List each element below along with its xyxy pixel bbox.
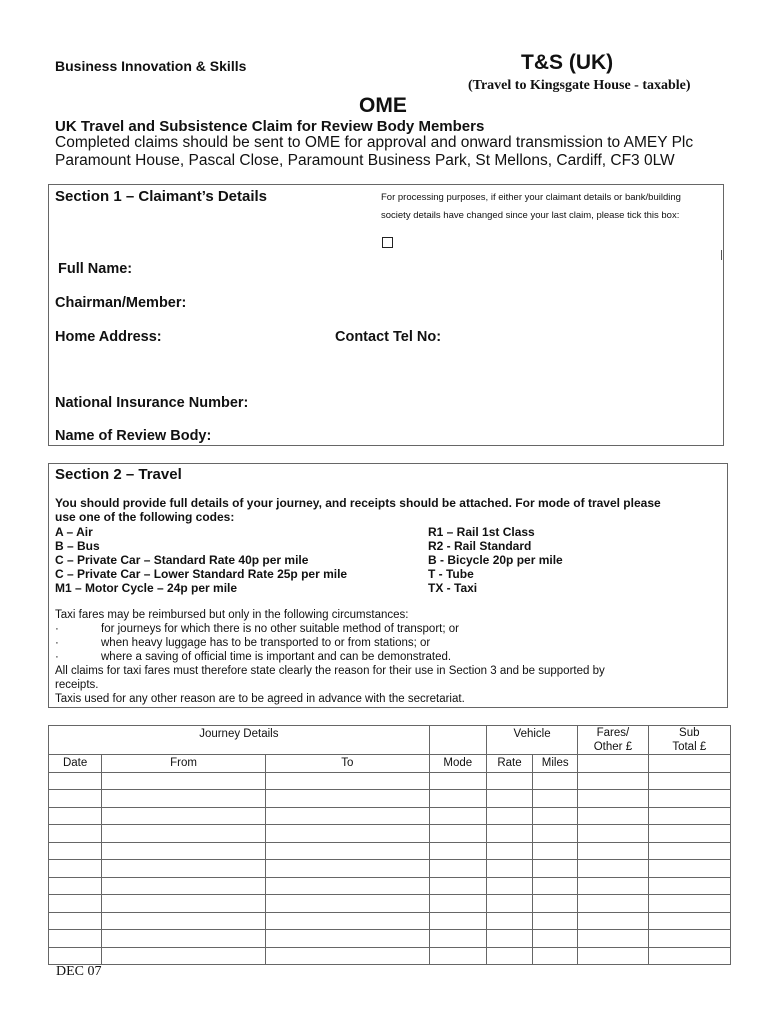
- table-row: [49, 860, 731, 878]
- date-cell[interactable]: [49, 947, 102, 965]
- fares-cell[interactable]: [578, 825, 648, 843]
- subtotal-cell[interactable]: [648, 790, 730, 808]
- subtotal-cell[interactable]: [648, 877, 730, 895]
- from-cell[interactable]: [102, 790, 266, 808]
- mode-cell[interactable]: [429, 860, 486, 878]
- fares-cell[interactable]: [578, 877, 648, 895]
- review-body-label: Name of Review Body:: [55, 428, 212, 444]
- table-row: [49, 772, 731, 790]
- subtotal-header-line-2: Total £: [672, 741, 707, 753]
- fares-cell[interactable]: [578, 912, 648, 930]
- chairman-member-label: Chairman/Member:: [55, 295, 187, 311]
- subtotal-cell[interactable]: [648, 807, 730, 825]
- fares-cell[interactable]: [578, 895, 648, 913]
- code-item: C – Private Car – Standard Rate 40p per mile: [55, 553, 309, 567]
- date-column-header: Date: [49, 755, 102, 773]
- rate-cell[interactable]: [486, 842, 532, 860]
- form-title: UK Travel and Subsistence Claim for Review Body Members: [55, 118, 485, 135]
- fares-header-line-2: Other £: [593, 741, 633, 753]
- table-row: [49, 825, 731, 843]
- code-item: T - Tube: [428, 567, 474, 581]
- mode-spacer: [429, 726, 486, 755]
- mode-column-header: Mode: [429, 755, 486, 773]
- mode-cell[interactable]: [429, 842, 486, 860]
- to-cell[interactable]: [265, 825, 429, 843]
- to-cell[interactable]: [265, 807, 429, 825]
- to-column-header: To: [265, 755, 429, 773]
- submission-address: [55, 134, 693, 170]
- column-header-row: [49, 755, 731, 773]
- bullet-icon: ·: [55, 651, 59, 663]
- subtotal-cell[interactable]: [648, 895, 730, 913]
- subtotal-cell[interactable]: [648, 842, 730, 860]
- from-cell[interactable]: [102, 947, 266, 965]
- fares-cell[interactable]: [578, 842, 648, 860]
- miles-cell[interactable]: [533, 930, 578, 948]
- fares-cell[interactable]: [578, 930, 648, 948]
- mode-cell[interactable]: [429, 790, 486, 808]
- subtotal-header: [648, 726, 730, 755]
- from-column-header: From: [102, 755, 266, 773]
- section-1-title: Section 1 – Claimant’s Details: [55, 188, 268, 205]
- mode-cell[interactable]: [429, 807, 486, 825]
- ni-number-label: National Insurance Number:: [55, 395, 249, 411]
- to-cell[interactable]: [265, 895, 429, 913]
- date-cell[interactable]: [49, 790, 102, 808]
- miles-cell[interactable]: [533, 772, 578, 790]
- from-cell[interactable]: [102, 772, 266, 790]
- miles-cell[interactable]: [533, 842, 578, 860]
- from-cell[interactable]: [102, 877, 266, 895]
- from-cell[interactable]: [102, 912, 266, 930]
- date-cell[interactable]: [49, 772, 102, 790]
- bullet-icon: ·: [55, 623, 59, 635]
- taxi-point-text: for journeys for which there is no other suitable method of transport; or: [101, 623, 459, 635]
- travel-intro: [55, 496, 661, 524]
- mode-cell[interactable]: [429, 912, 486, 930]
- section-1-claimant-details: [48, 184, 724, 446]
- right-tick-mark: [721, 250, 722, 260]
- date-cell[interactable]: [49, 895, 102, 913]
- taxi-point-text: where a saving of official time is important and can be demonstrated.: [101, 651, 452, 663]
- subtotal-column-cell: [648, 755, 730, 773]
- travel-intro-line-1: You should provide full details of your journey, and receipts should be attached. For mode of travel please: [55, 496, 661, 510]
- address-line-2: Paramount House, Pascal Close, Paramount Business Park, St Mellons, Cardiff, CF3 0LW: [55, 152, 675, 169]
- table-row: [49, 912, 731, 930]
- code-item: C – Private Car – Lower Standard Rate 25p per mile: [55, 567, 348, 581]
- fares-cell[interactable]: [578, 947, 648, 965]
- code-item: R1 – Rail 1st Class: [428, 525, 535, 539]
- to-cell[interactable]: [265, 860, 429, 878]
- journey-rows: [49, 772, 731, 965]
- rate-cell[interactable]: [486, 877, 532, 895]
- fares-cell[interactable]: [578, 860, 648, 878]
- taxi-point: [55, 650, 720, 664]
- mode-cell[interactable]: [429, 825, 486, 843]
- codes-right-list: [428, 525, 563, 595]
- vehicle-header: Vehicle: [486, 726, 577, 755]
- section-2-travel: [48, 463, 728, 708]
- section-2-title: Section 2 – Travel: [55, 466, 182, 483]
- mode-cell[interactable]: [429, 895, 486, 913]
- taxi-claims-line-2: receipts.: [55, 679, 99, 691]
- subtotal-cell[interactable]: [648, 930, 730, 948]
- from-cell[interactable]: [102, 895, 266, 913]
- mode-cell[interactable]: [429, 877, 486, 895]
- date-cell[interactable]: [49, 825, 102, 843]
- subtotal-cell[interactable]: [648, 772, 730, 790]
- taxi-claims-line-1: All claims for taxi fares must therefore state clearly the reason for their use in Section 3 and be supported by: [55, 665, 605, 677]
- change-note: [381, 189, 681, 225]
- form-subtitle: (Travel to Kingsgate House - taxable): [468, 78, 691, 93]
- code-item: R2 - Rail Standard: [428, 539, 532, 553]
- taxi-point: [55, 622, 720, 636]
- date-cell[interactable]: [49, 930, 102, 948]
- table-row: [49, 947, 731, 965]
- rate-cell[interactable]: [486, 807, 532, 825]
- mode-cell[interactable]: [429, 930, 486, 948]
- fares-column-cell: [578, 755, 648, 773]
- miles-cell[interactable]: [533, 860, 578, 878]
- fares-cell[interactable]: [578, 807, 648, 825]
- rate-cell[interactable]: [486, 860, 532, 878]
- subtotal-cell[interactable]: [648, 825, 730, 843]
- code-item: M1 – Motor Cycle – 24p per mile: [55, 581, 238, 595]
- subtotal-header-line-1: Sub: [679, 727, 700, 739]
- table-row: [49, 877, 731, 895]
- full-name-label: Full Name:: [58, 261, 133, 277]
- miles-column-header: Miles: [533, 755, 578, 773]
- left-tick-mark: [48, 250, 49, 260]
- to-cell[interactable]: [265, 930, 429, 948]
- rate-cell[interactable]: [486, 947, 532, 965]
- rate-cell[interactable]: [486, 825, 532, 843]
- mode-cell[interactable]: [429, 947, 486, 965]
- fares-cell[interactable]: [578, 772, 648, 790]
- taxi-rules: [55, 608, 720, 706]
- bullet-icon: ·: [55, 637, 59, 649]
- to-cell[interactable]: [265, 772, 429, 790]
- to-cell[interactable]: [265, 912, 429, 930]
- from-cell[interactable]: [102, 842, 266, 860]
- change-note-line-1: For processing purposes, if either your claimant details or bank/building: [381, 192, 681, 203]
- to-cell[interactable]: [265, 790, 429, 808]
- taxi-other: Taxis used for any other reason are to be agreed in advance with the secretariat.: [55, 693, 465, 705]
- from-cell[interactable]: [102, 825, 266, 843]
- miles-cell[interactable]: [533, 947, 578, 965]
- subtotal-cell[interactable]: [648, 860, 730, 878]
- taxi-point-text: when heavy luggage has to be transported to or from stations; or: [101, 637, 431, 649]
- miles-cell[interactable]: [533, 895, 578, 913]
- rate-cell[interactable]: [486, 895, 532, 913]
- date-cell[interactable]: [49, 877, 102, 895]
- table-row: [49, 930, 731, 948]
- home-address-label: Home Address:: [55, 329, 162, 345]
- codes-left-list: [55, 525, 347, 595]
- fares-header-line-1: Fares/: [596, 727, 630, 739]
- date-cell[interactable]: [49, 807, 102, 825]
- ome-heading: OME: [359, 94, 407, 117]
- table-row: [49, 790, 731, 808]
- code-item: TX - Taxi: [428, 581, 478, 595]
- subtotal-cell[interactable]: [648, 947, 730, 965]
- taxi-intro: Taxi fares may be reimbursed but only in the following circumstances:: [55, 609, 409, 621]
- date-cell[interactable]: [49, 860, 102, 878]
- change-note-line-2: society details have changed since your last claim, please tick this box:: [381, 210, 680, 221]
- miles-cell[interactable]: [533, 912, 578, 930]
- miles-cell[interactable]: [533, 825, 578, 843]
- to-cell[interactable]: [265, 947, 429, 965]
- table-row: [49, 842, 731, 860]
- rate-cell[interactable]: [486, 772, 532, 790]
- travel-intro-line-2: use one of the following codes:: [55, 510, 235, 524]
- details-changed-checkbox[interactable]: [382, 237, 393, 248]
- address-line-1: Completed claims should be sent to OME for approval and onward transmission to AMEY Plc: [55, 134, 694, 151]
- to-cell[interactable]: [265, 877, 429, 895]
- journey-details-header: Journey Details: [49, 726, 430, 755]
- miles-cell[interactable]: [533, 877, 578, 895]
- rate-cell[interactable]: [486, 912, 532, 930]
- code-item: B - Bicycle 20p per mile: [428, 553, 563, 567]
- code-item: A – Air: [55, 525, 93, 539]
- date-cell[interactable]: [49, 912, 102, 930]
- from-cell[interactable]: [102, 860, 266, 878]
- subtotal-cell[interactable]: [648, 912, 730, 930]
- from-cell[interactable]: [102, 930, 266, 948]
- taxi-point: [55, 636, 720, 650]
- rate-cell[interactable]: [486, 930, 532, 948]
- form-date: DEC 07: [56, 964, 102, 979]
- department-name: Business Innovation & Skills: [55, 58, 247, 74]
- form-code: T&S (UK): [521, 51, 614, 74]
- contact-tel-label: Contact Tel No:: [335, 329, 442, 345]
- miles-cell[interactable]: [533, 790, 578, 808]
- journey-table: [48, 725, 731, 965]
- fares-cell[interactable]: [578, 790, 648, 808]
- code-item: B – Bus: [55, 539, 100, 553]
- from-cell[interactable]: [102, 807, 266, 825]
- table-row: [49, 807, 731, 825]
- table-row: [49, 895, 731, 913]
- rate-cell[interactable]: [486, 790, 532, 808]
- mode-cell[interactable]: [429, 772, 486, 790]
- date-cell[interactable]: [49, 842, 102, 860]
- fares-header: [578, 726, 648, 755]
- to-cell[interactable]: [265, 842, 429, 860]
- miles-cell[interactable]: [533, 807, 578, 825]
- rate-column-header: Rate: [486, 755, 532, 773]
